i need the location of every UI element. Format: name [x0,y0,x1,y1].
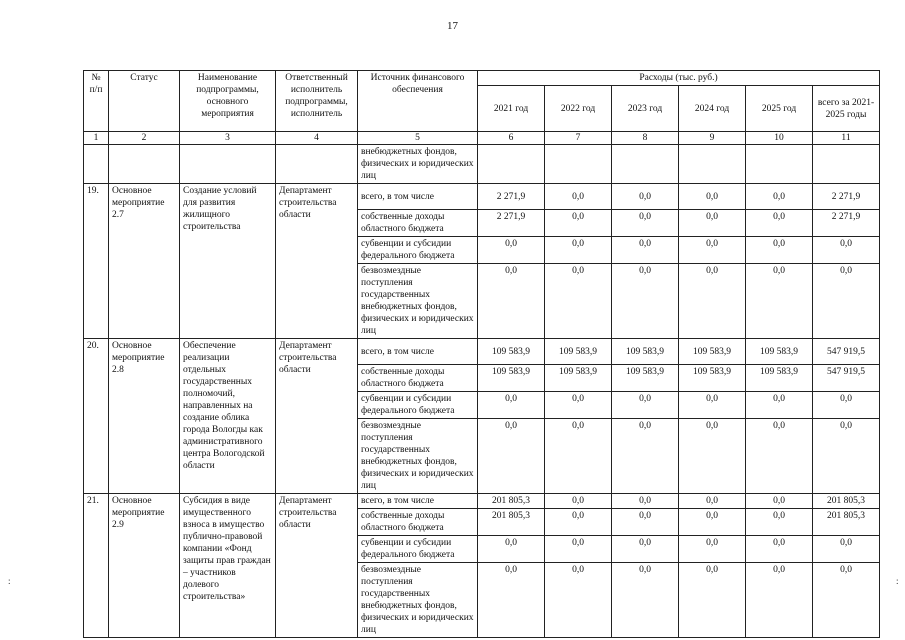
source-regional: собственные доходы областного бюджета [358,210,478,237]
row-status: Основное мероприятие 2.9 [109,494,180,638]
header-year-2025: 2025 год [746,86,813,132]
source-federal: субвенции и субсидии федерального бюджета [358,392,478,419]
page-number: 17 [447,20,458,32]
value-cell: 0,0 [679,494,746,509]
row-executor: Департамент строительства области [276,339,358,494]
value-cell: 2 271,9 [813,184,880,210]
value-cell: 0,0 [679,264,746,339]
column-number: 8 [612,132,679,145]
value-cell: 0,0 [612,210,679,237]
source-free: безвозмездные поступления государственных внебюджетных фондов, физических и юридических лиц [358,563,478,638]
column-number: 5 [358,132,478,145]
value-cell: 0,0 [679,536,746,563]
value-cell: 2 271,9 [813,210,880,237]
value-cell: 0,0 [679,419,746,494]
value-cell: 0,0 [478,563,545,638]
value-cell: 0,0 [813,237,880,264]
value-cell: 109 583,9 [679,365,746,392]
column-number: 1 [84,132,109,145]
header-name: Наименование подпрограммы, основного мероприятия [180,71,276,132]
row-executor: Департамент строительства области [276,184,358,339]
value-cell: 547 919,5 [813,365,880,392]
value-cell: 0,0 [545,494,612,509]
value-cell: 109 583,9 [545,365,612,392]
row-name: Обеспечение реализации отдельных государственных полномочий, направленных на создание облика города Вологды как административного центра Вологодской области [180,339,276,494]
value-cell: 0,0 [746,210,813,237]
row-executor: Департамент строительства области [276,494,358,638]
header-year-2023: 2023 год [612,86,679,132]
table-row [84,339,880,365]
row-num: 21. [84,494,109,638]
header-executor: Ответственный исполнитель подпрограммы, исполнитель [276,71,358,132]
value-cell: 0,0 [612,536,679,563]
row-status: Основное мероприятие 2.8 [109,339,180,494]
value-cell: 201 805,3 [478,494,545,509]
column-number: 6 [478,132,545,145]
value-cell: 0,0 [612,392,679,419]
source-total: всего, в том числе [358,184,478,210]
value-cell: 0,0 [478,419,545,494]
column-number: 2 [109,132,180,145]
value-cell: 0,0 [545,392,612,419]
value-cell: 0,0 [746,419,813,494]
row-num: 20. [84,339,109,494]
value-cell: 0,0 [813,264,880,339]
value-cell: 0,0 [545,264,612,339]
source-total: всего, в том числе [358,339,478,365]
value-cell: 109 583,9 [679,339,746,365]
value-cell: 0,0 [612,563,679,638]
column-number-row [84,132,880,145]
value-cell: 0,0 [545,509,612,536]
value-cell: 0,0 [612,237,679,264]
source-cell: внебюджетных фондов, физических и юридических лиц [358,145,478,184]
column-number: 4 [276,132,358,145]
value-cell: 0,0 [679,237,746,264]
header-source: Источник финансового обеспечения [358,71,478,132]
header-year-2021: 2021 год [478,86,545,132]
value-cell: 0,0 [746,509,813,536]
value-cell: 0,0 [545,184,612,210]
value-cell: 0,0 [545,210,612,237]
value-cell: 109 583,9 [478,365,545,392]
column-number: 11 [813,132,880,145]
value-cell: 0,0 [679,392,746,419]
value-cell: 109 583,9 [612,365,679,392]
header-year-2022: 2022 год [545,86,612,132]
row-status: Основное мероприятие 2.7 [109,184,180,339]
table-row [84,494,880,509]
source-free: безвозмездные поступления государственных внебюджетных фондов, физических и юридических лиц [358,264,478,339]
value-cell: 0,0 [478,536,545,563]
source-free: безвозмездные поступления государственных внебюджетных фондов, физических и юридических лиц [358,419,478,494]
value-cell: 0,0 [813,536,880,563]
expenses-table [83,70,880,638]
column-number: 3 [180,132,276,145]
value-cell: 109 583,9 [545,339,612,365]
table-row [84,184,880,210]
value-cell: 0,0 [746,237,813,264]
value-cell: 0,0 [679,509,746,536]
value-cell: 0,0 [813,419,880,494]
header-num: № п/п [84,71,109,132]
value-cell: 0,0 [746,536,813,563]
value-cell: 201 805,3 [813,494,880,509]
column-number: 7 [545,132,612,145]
value-cell: 0,0 [746,563,813,638]
value-cell: 0,0 [679,210,746,237]
value-cell: 0,0 [478,392,545,419]
value-cell: 109 583,9 [612,339,679,365]
row-num: 19. [84,184,109,339]
continuation-row [84,145,880,184]
value-cell: 0,0 [478,237,545,264]
value-cell: 109 583,9 [746,339,813,365]
value-cell: 0,0 [545,419,612,494]
margin-dot-left: : [8,576,11,586]
value-cell: 0,0 [813,392,880,419]
value-cell: 0,0 [612,494,679,509]
value-cell: 0,0 [612,509,679,536]
value-cell: 0,0 [746,392,813,419]
value-cell: 0,0 [813,563,880,638]
value-cell: 2 271,9 [478,210,545,237]
value-cell: 109 583,9 [478,339,545,365]
value-cell: 0,0 [679,563,746,638]
value-cell: 0,0 [545,237,612,264]
value-cell: 0,0 [478,264,545,339]
value-cell: 0,0 [746,494,813,509]
value-cell: 201 805,3 [813,509,880,536]
row-name: Субсидия в виде имущественного взноса в имущество публично-правовой компании «Фонд защиты прав граждан – участников долевого строительства» [180,494,276,638]
row-name: Создание условий для развития жилищного строительства [180,184,276,339]
header-year-2024: 2024 год [679,86,746,132]
value-cell: 0,0 [545,563,612,638]
source-federal: субвенции и субсидии федерального бюджета [358,237,478,264]
header-status: Статус [109,71,180,132]
source-regional: собственные доходы областного бюджета [358,365,478,392]
value-cell: 0,0 [612,419,679,494]
header-expenses: Расходы (тыс. руб.) [478,71,880,86]
column-number: 9 [679,132,746,145]
value-cell: 0,0 [746,184,813,210]
value-cell: 0,0 [679,184,746,210]
value-cell: 201 805,3 [478,509,545,536]
value-cell: 2 271,9 [478,184,545,210]
value-cell: 0,0 [545,536,612,563]
value-cell: 0,0 [612,184,679,210]
value-cell: 0,0 [746,264,813,339]
source-federal: субвенции и субсидии федерального бюджета [358,536,478,563]
column-number: 10 [746,132,813,145]
value-cell: 0,0 [612,264,679,339]
margin-dot-right: : [896,576,899,586]
source-regional: собственные доходы областного бюджета [358,509,478,536]
value-cell: 109 583,9 [746,365,813,392]
source-total: всего, в том числе [358,494,478,509]
header-total: всего за 2021-2025 годы [813,86,880,132]
value-cell: 547 919,5 [813,339,880,365]
